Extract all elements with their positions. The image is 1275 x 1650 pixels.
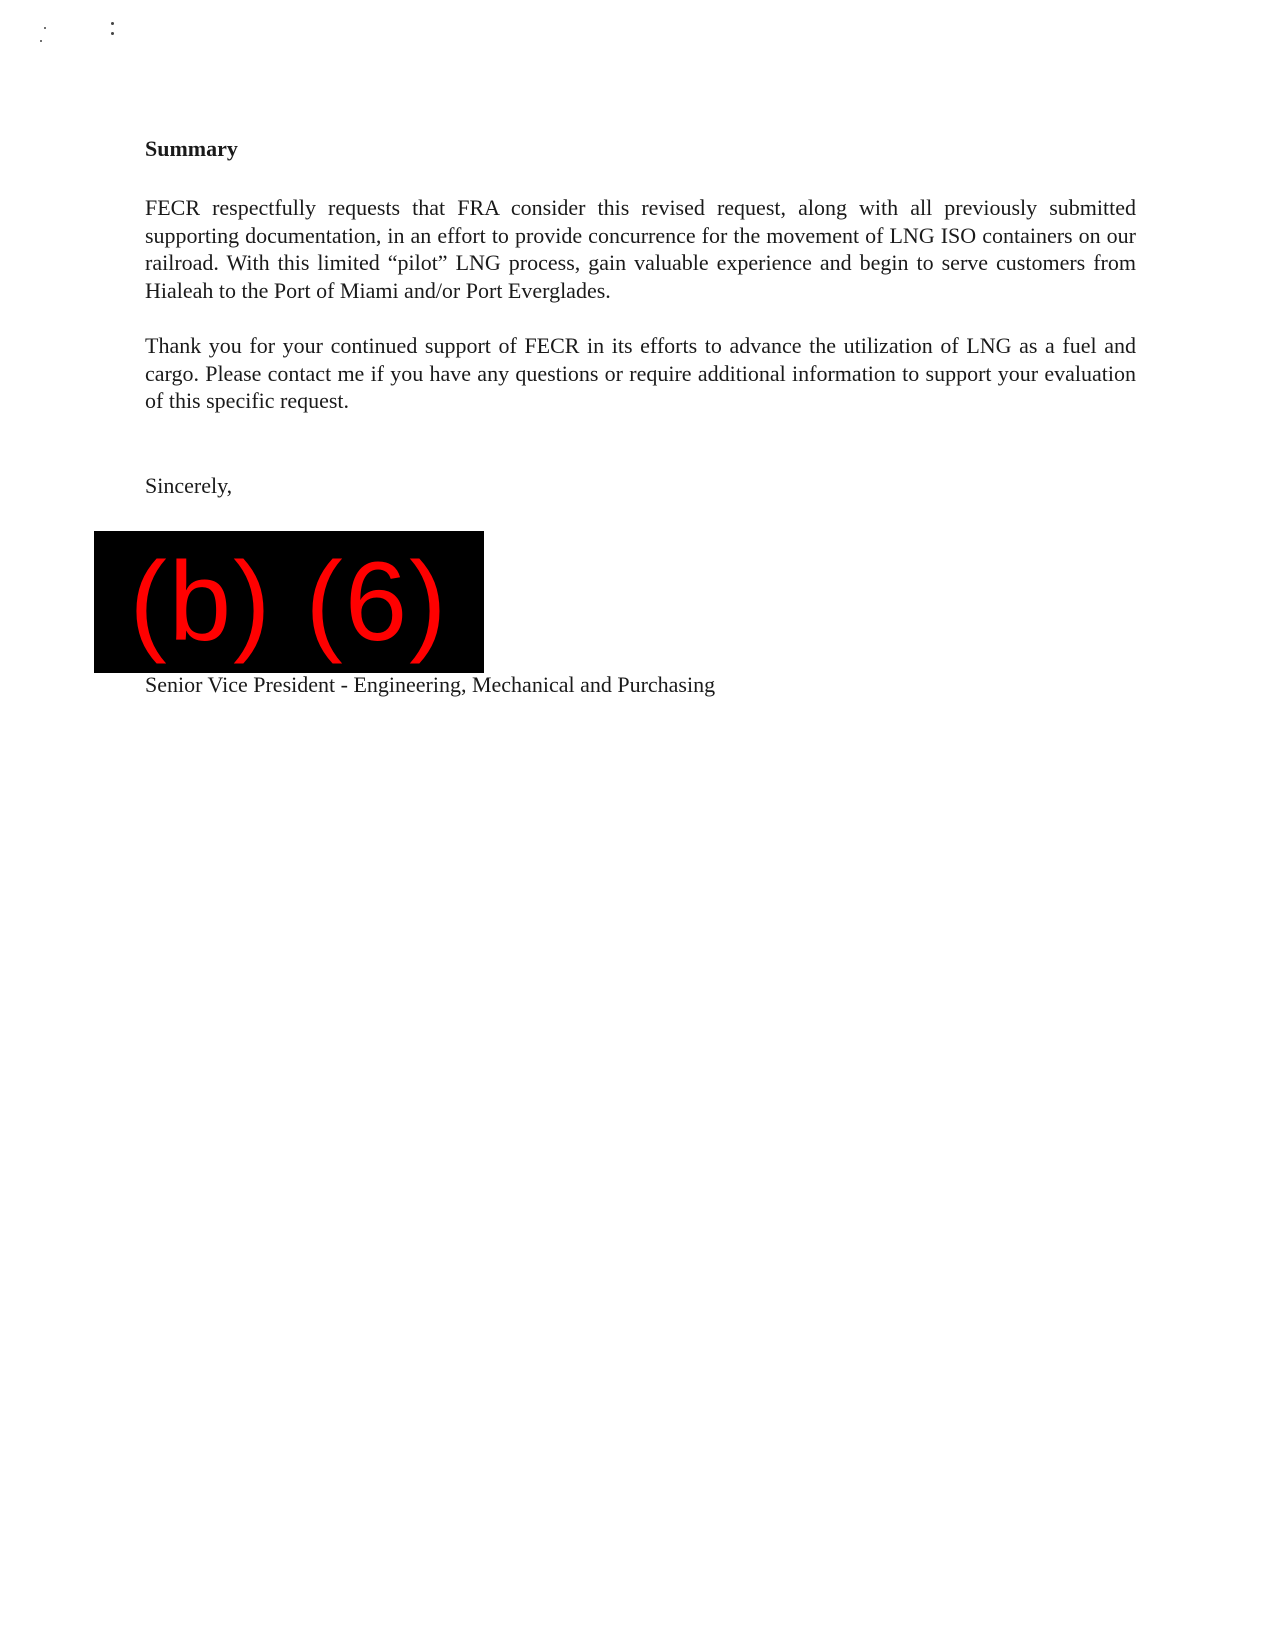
scan-speck bbox=[40, 40, 42, 42]
redaction-label: (b) (6) bbox=[129, 539, 449, 664]
scan-speck bbox=[44, 27, 46, 29]
closing-salutation: Sincerely, bbox=[145, 473, 233, 498]
thank-you-paragraph: Thank you for your continued support of FECR in its efforts to advance the utilization of LNG as a fuel and cargo. Please contact me if you have any questions or require additional information to support your evaluation of this specific request. bbox=[145, 333, 1136, 413]
summary-heading: Summary bbox=[145, 136, 238, 161]
signer-title: Senior Vice President - Engineering, Mechanical and Purchasing bbox=[145, 672, 716, 697]
scan-speck bbox=[111, 22, 114, 25]
signature-redaction-box bbox=[94, 531, 484, 673]
scan-speck bbox=[111, 32, 114, 35]
summary-paragraph: FECR respectfully requests that FRA consider this revised request, along with all previously submitted supporting documentation, in an effort to provide concurrence for the movement of LNG ISO containers on our railroad. With this limited “pilot” LNG process, gain valuable experience and begin to serve customers from Hialeah to the Port of Miami and/or Port Everglades. bbox=[145, 195, 1136, 303]
